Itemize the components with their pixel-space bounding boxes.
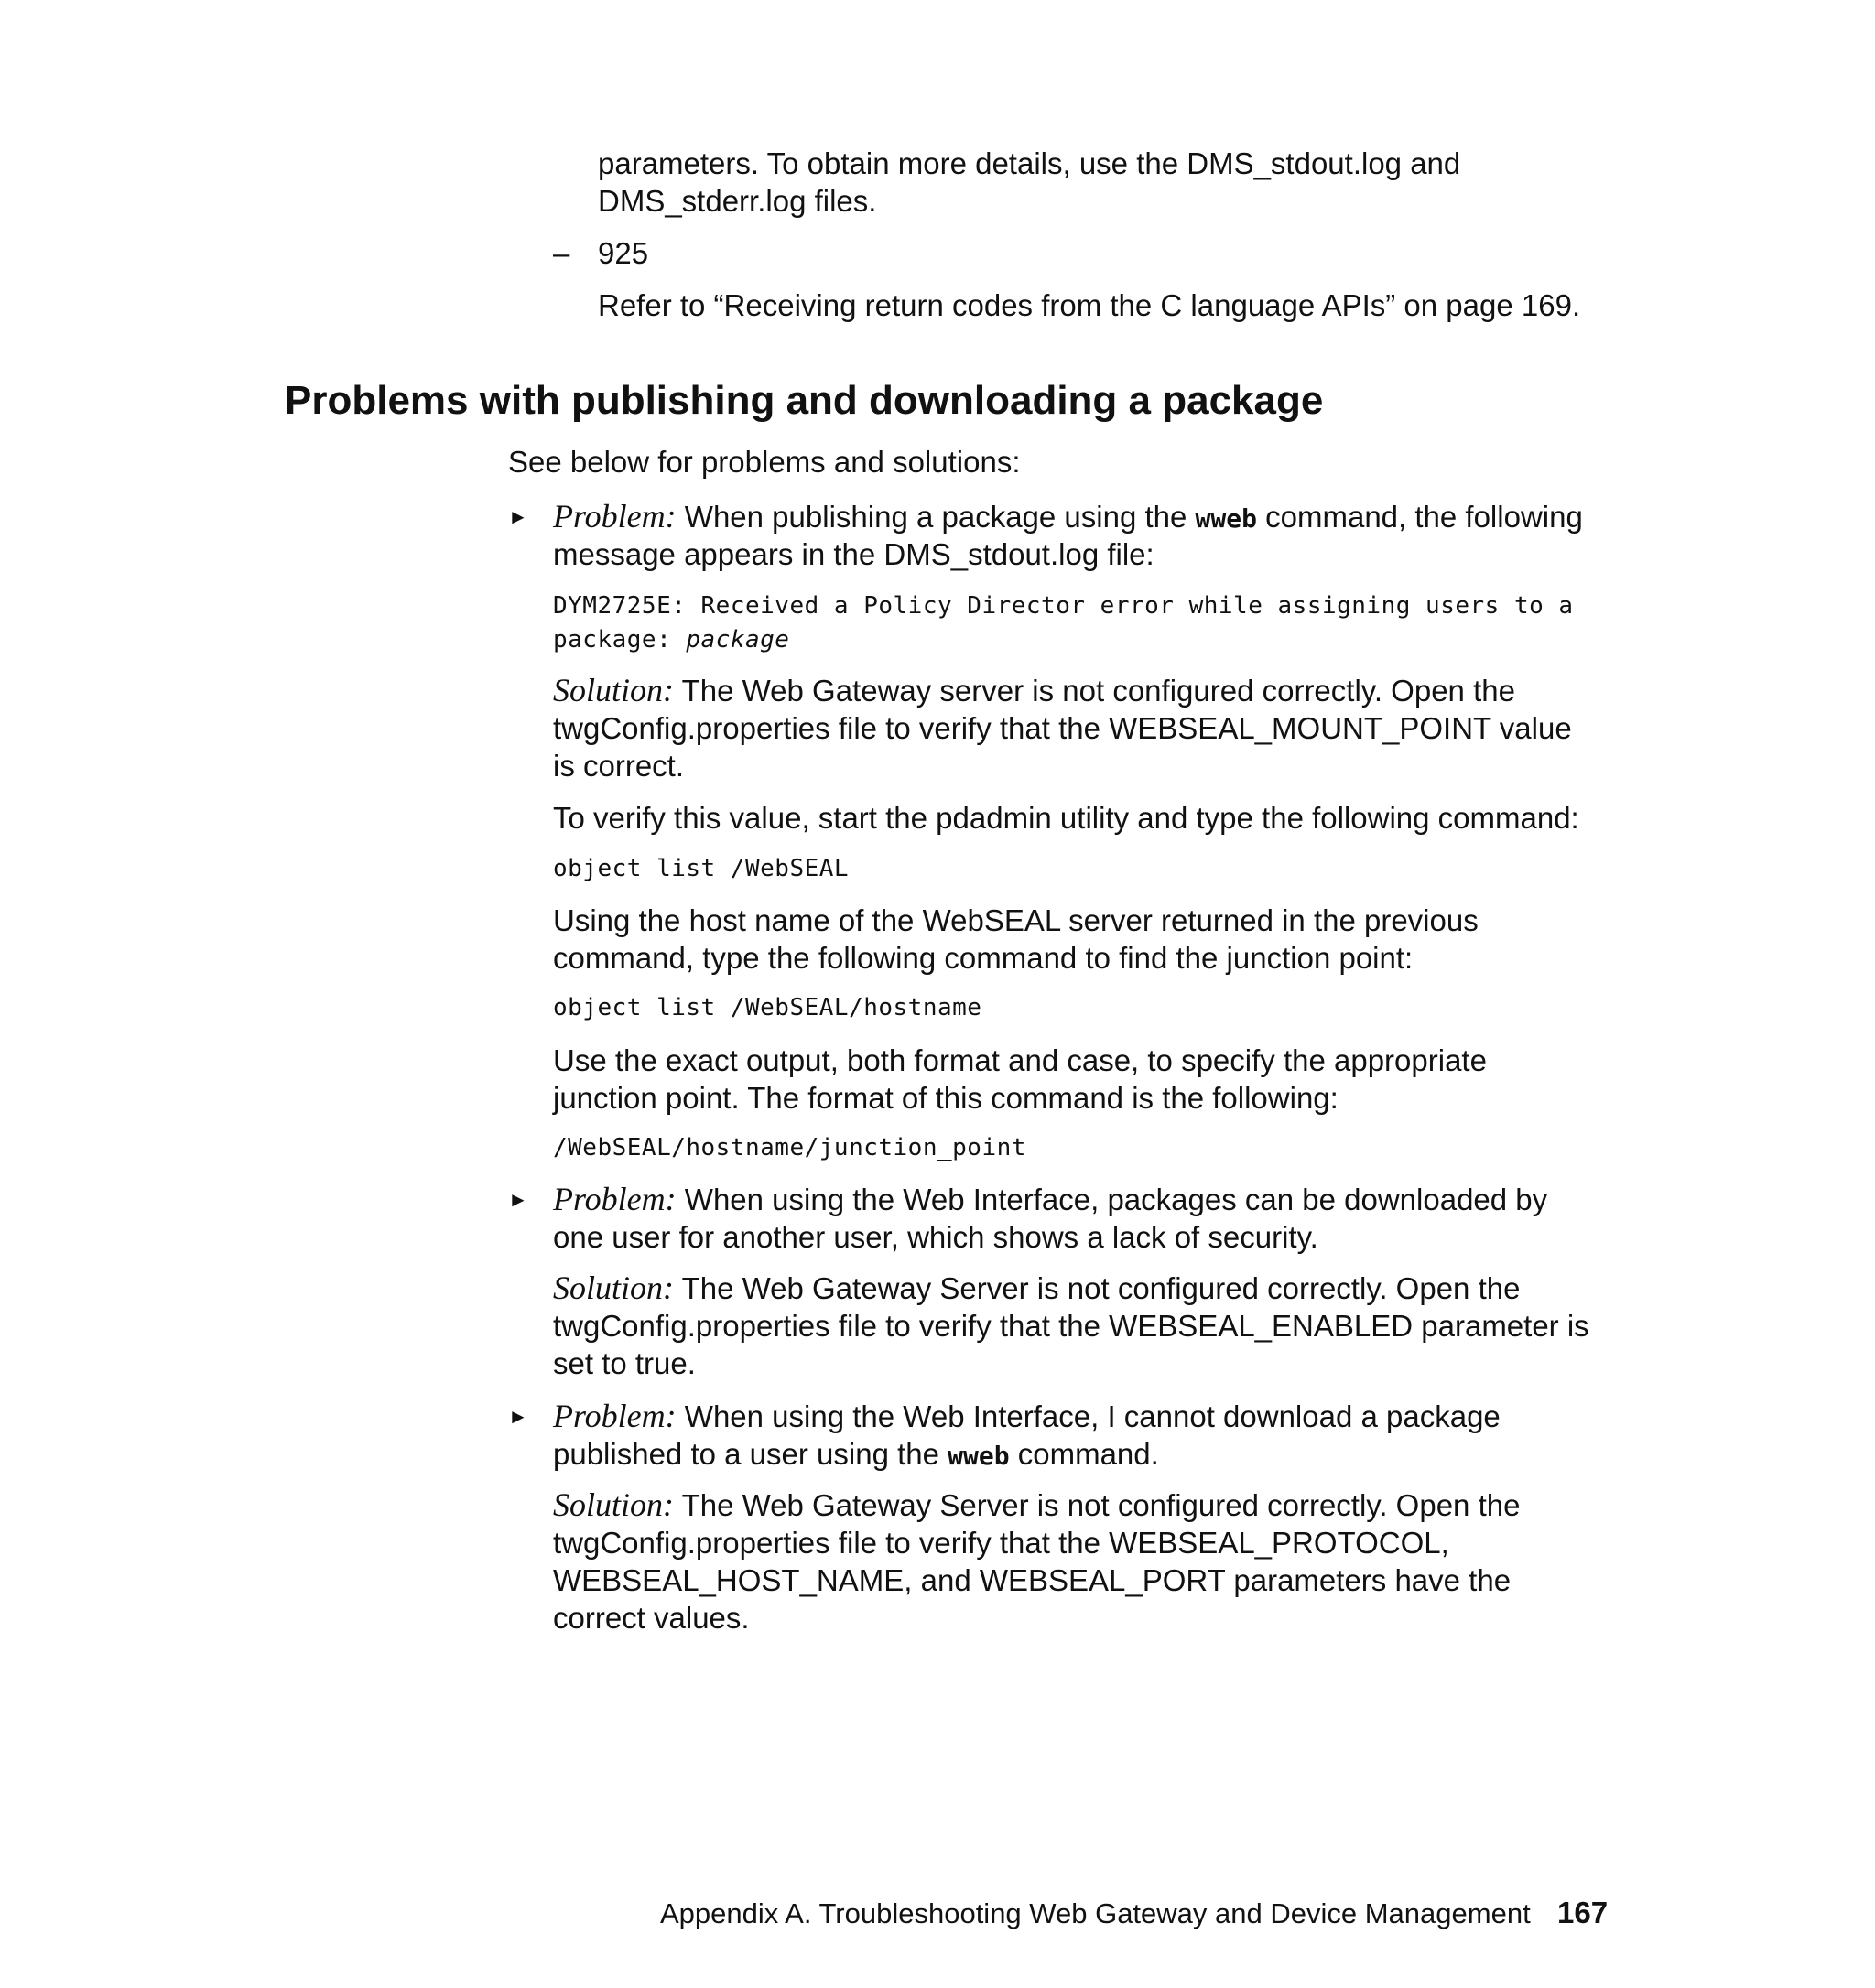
problem3-text: When using the Web Interface, I cannot download a package [676,1399,1501,1433]
bullet-icon: ► [508,505,528,528]
command-object-list: object list /WebSEAL [553,855,850,882]
solution1-line1 [553,672,1515,709]
error-code-prefix: package: [553,626,687,654]
solution2-line2: twgConfig.properties file to verify that the WEBSEAL_ENABLED parameter is [553,1309,1589,1343]
solution3-line2: twgConfig.properties file to verify that the WEBSEAL_PROTOCOL, [553,1526,1449,1560]
command-object-list-hostname: object list /WebSEAL/hostname [553,994,982,1021]
problem2-text: When using the Web Interface, packages can be downloaded by [676,1183,1548,1216]
problem3-line1 [553,1398,1501,1435]
wweb-command: wweb [1195,503,1257,534]
problem1-text: When publishing a package using the [676,500,1196,534]
exact-output-line1: Use the exact output, both format and case, to specify the appropriate [553,1043,1487,1077]
problem3-line2 [553,1435,1159,1475]
exact-output-line2: junction point. The format of this command is the following: [553,1081,1339,1115]
solution-label: Solution: [553,1270,674,1306]
solution2-text: The Web Gateway Server is not configured correctly. Open the [674,1271,1521,1305]
footer-text: Appendix A. Troubleshooting Web Gateway and Device Management [660,1897,1531,1929]
solution-label: Solution: [553,672,674,708]
problem-label: Problem: [553,1398,677,1434]
solution3-line4: correct values. [553,1601,750,1635]
solution1-text: The Web Gateway server is not configured correctly. Open the [674,674,1515,708]
verify-text: To verify this value, start the pdadmin utility and type the following command: [553,801,1579,835]
wweb-command: wweb [948,1441,1010,1471]
problem3-text-before: published to a user using the [553,1437,948,1471]
refer-text: Refer to “Receiving return codes from the C language APIs” on page 169. [598,288,1581,322]
solution2-line1 [553,1270,1520,1307]
bullet-icon: ► [508,1405,528,1428]
problem1-line2: message appears in the DMS_stdout.log file: [553,537,1154,571]
problem2-line1 [553,1181,1547,1218]
problem-label: Problem: [553,1181,677,1217]
section-title: Problems with publishing and downloading a package [285,378,1324,423]
page-number: 167 [1557,1896,1609,1929]
error-code-line2 [553,623,789,657]
solution-label: Solution: [553,1486,674,1523]
command-junction-point: /WebSEAL/hostname/junction_point [553,1134,1026,1161]
problem2-line2: one user for another user, which shows a lack of security. [553,1220,1318,1254]
solution3-text: The Web Gateway Server is not configured correctly. Open the [674,1488,1521,1522]
error-code-variable: package [686,626,790,654]
problem1-text-after: command, the following [1256,500,1583,534]
solution1-line3: is correct. [553,749,685,783]
problem1-line1 [553,498,1583,537]
problem-label: Problem: [553,498,677,535]
bullet-icon: ► [508,1188,528,1211]
code-925: 925 [598,236,649,270]
hostname-line1: Using the host name of the WebSEAL server returned in the previous [553,903,1479,937]
solution3-line3: WEBSEAL_HOST_NAME, and WEBSEAL_PORT parameters have the [553,1563,1512,1597]
error-code-line1: DYM2725E: Received a Policy Director error while assigning users to a [553,592,1574,620]
solution2-line3: set to true. [553,1346,696,1380]
continued-text-line1: parameters. To obtain more details, use the DMS_stdout.log and [598,146,1461,180]
section-intro: See below for problems and solutions: [508,445,1021,479]
continued-text-line2: DMS_stderr.log files. [598,184,877,218]
hostname-line2: command, type the following command to find the junction point: [553,941,1414,975]
solution1-line2: twgConfig.properties file to verify that the WEBSEAL_MOUNT_POINT value [553,711,1572,745]
dash-bullet: – [553,236,570,270]
solution3-line1 [553,1486,1520,1524]
problem3-text-after: command. [1009,1437,1159,1471]
